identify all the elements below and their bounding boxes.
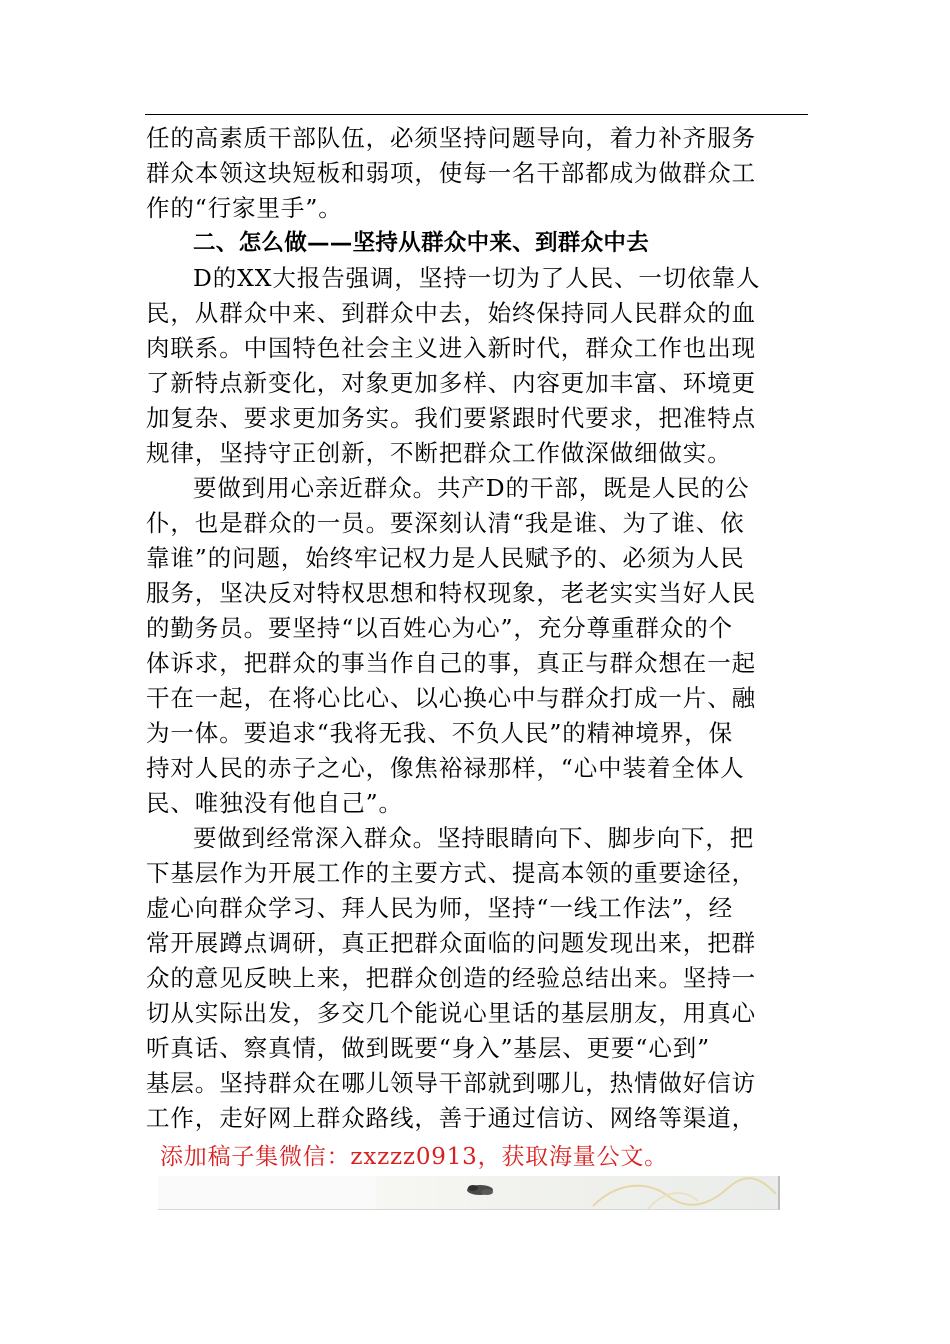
- body-line: 仆，也是群众的一员。要深刻认清“我是谁、为了谁、依: [146, 509, 745, 537]
- body-line: 规律，坚持守正创新，不断把群众工作做深做细做实。: [146, 439, 732, 467]
- body-line: 基层。坚持群众在哪儿领导干部就到哪儿，热情做好信访: [146, 1069, 756, 1097]
- body-line: 众的意见反映上来，把群众创造的经验总结出来。坚持一: [146, 964, 756, 992]
- decorative-banner-image: [158, 1176, 780, 1210]
- paragraph-start: 要做到经常深入群众。坚持眼睛向下、脚步向下，把: [193, 824, 755, 852]
- body-line: 作的“行家里手”。: [146, 194, 343, 222]
- header-rule: [145, 114, 808, 115]
- document-body: [146, 121, 808, 1136]
- body-line: 靠谁”的问题，始终牢记权力是人民赋予的、必须为人民: [146, 544, 745, 572]
- body-line: 任的高素质干部队伍，必须坚持问题导向，着力补齐服务: [146, 124, 756, 152]
- body-line: 持对人民的赤子之心，像焦裕禄那样，“心中装着全体人: [146, 754, 745, 782]
- body-line: 干在一起，在将心比心、以心换心中与群众打成一片、融: [146, 684, 756, 712]
- body-line: 听真话、察真情，做到既要“身入”基层、更要“心到”: [146, 1034, 711, 1062]
- body-line: 工作，走好网上群众路线，善于通过信访、网络等渠道，: [146, 1104, 756, 1132]
- decorative-swirl-icon: [588, 1176, 778, 1209]
- body-line: 群众本领这块短板和弱项，使每一名干部都成为做群众工: [146, 159, 756, 187]
- ink-blot-icon: [463, 1182, 497, 1198]
- body-line: 下基层作为开展工作的主要方式、提高本领的重要途径，: [146, 859, 756, 887]
- body-line: 虚心向群众学习、拜人民为师，坚持“一线工作法”，经: [146, 894, 734, 922]
- paragraph-start: D的XX大报告强调，坚持一切为了人民、一切依靠人: [193, 264, 761, 292]
- body-line: 肉联系。中国特色社会主义进入新时代，群众工作也出现: [146, 334, 756, 362]
- body-line: 服务，坚决反对特权思想和特权现象，老老实实当好人民: [146, 579, 756, 607]
- body-line: 切从实际出发，多交几个能说心里话的基层朋友，用真心: [146, 999, 756, 1027]
- body-line: 了新特点新变化，对象更加多样、内容更加丰富、环境更: [146, 369, 756, 397]
- body-line: 常开展蹲点调研，真正把群众面临的问题发现出来，把群: [146, 929, 756, 957]
- body-line: 民、唯独没有他自己”。: [146, 789, 403, 817]
- promo-text: 添加稿子集微信：zxzzz0913，获取海量公文。: [160, 1144, 668, 1170]
- section-heading: 二、怎么做——坚持从群众中来、到群众中去: [193, 230, 650, 256]
- paragraph-start: 要做到用心亲近群众。共产D的干部，既是人民的公: [193, 474, 750, 502]
- body-line: 民，从群众中来、到群众中去，始终保持同人民群众的血: [146, 299, 756, 327]
- body-line: 体诉求，把群众的事当作自己的事，真正与群众想在一起: [146, 649, 756, 677]
- body-line: 加复杂、要求更加务实。我们要紧跟时代要求，把准特点: [146, 404, 756, 432]
- banner-left-panel: [158, 1176, 376, 1209]
- body-line: 的勤务员。要坚持“以百姓心为心”，充分尊重群众的个: [146, 614, 734, 642]
- body-line: 为一体。要追求“我将无我、不负人民”的精神境界，保: [146, 719, 734, 747]
